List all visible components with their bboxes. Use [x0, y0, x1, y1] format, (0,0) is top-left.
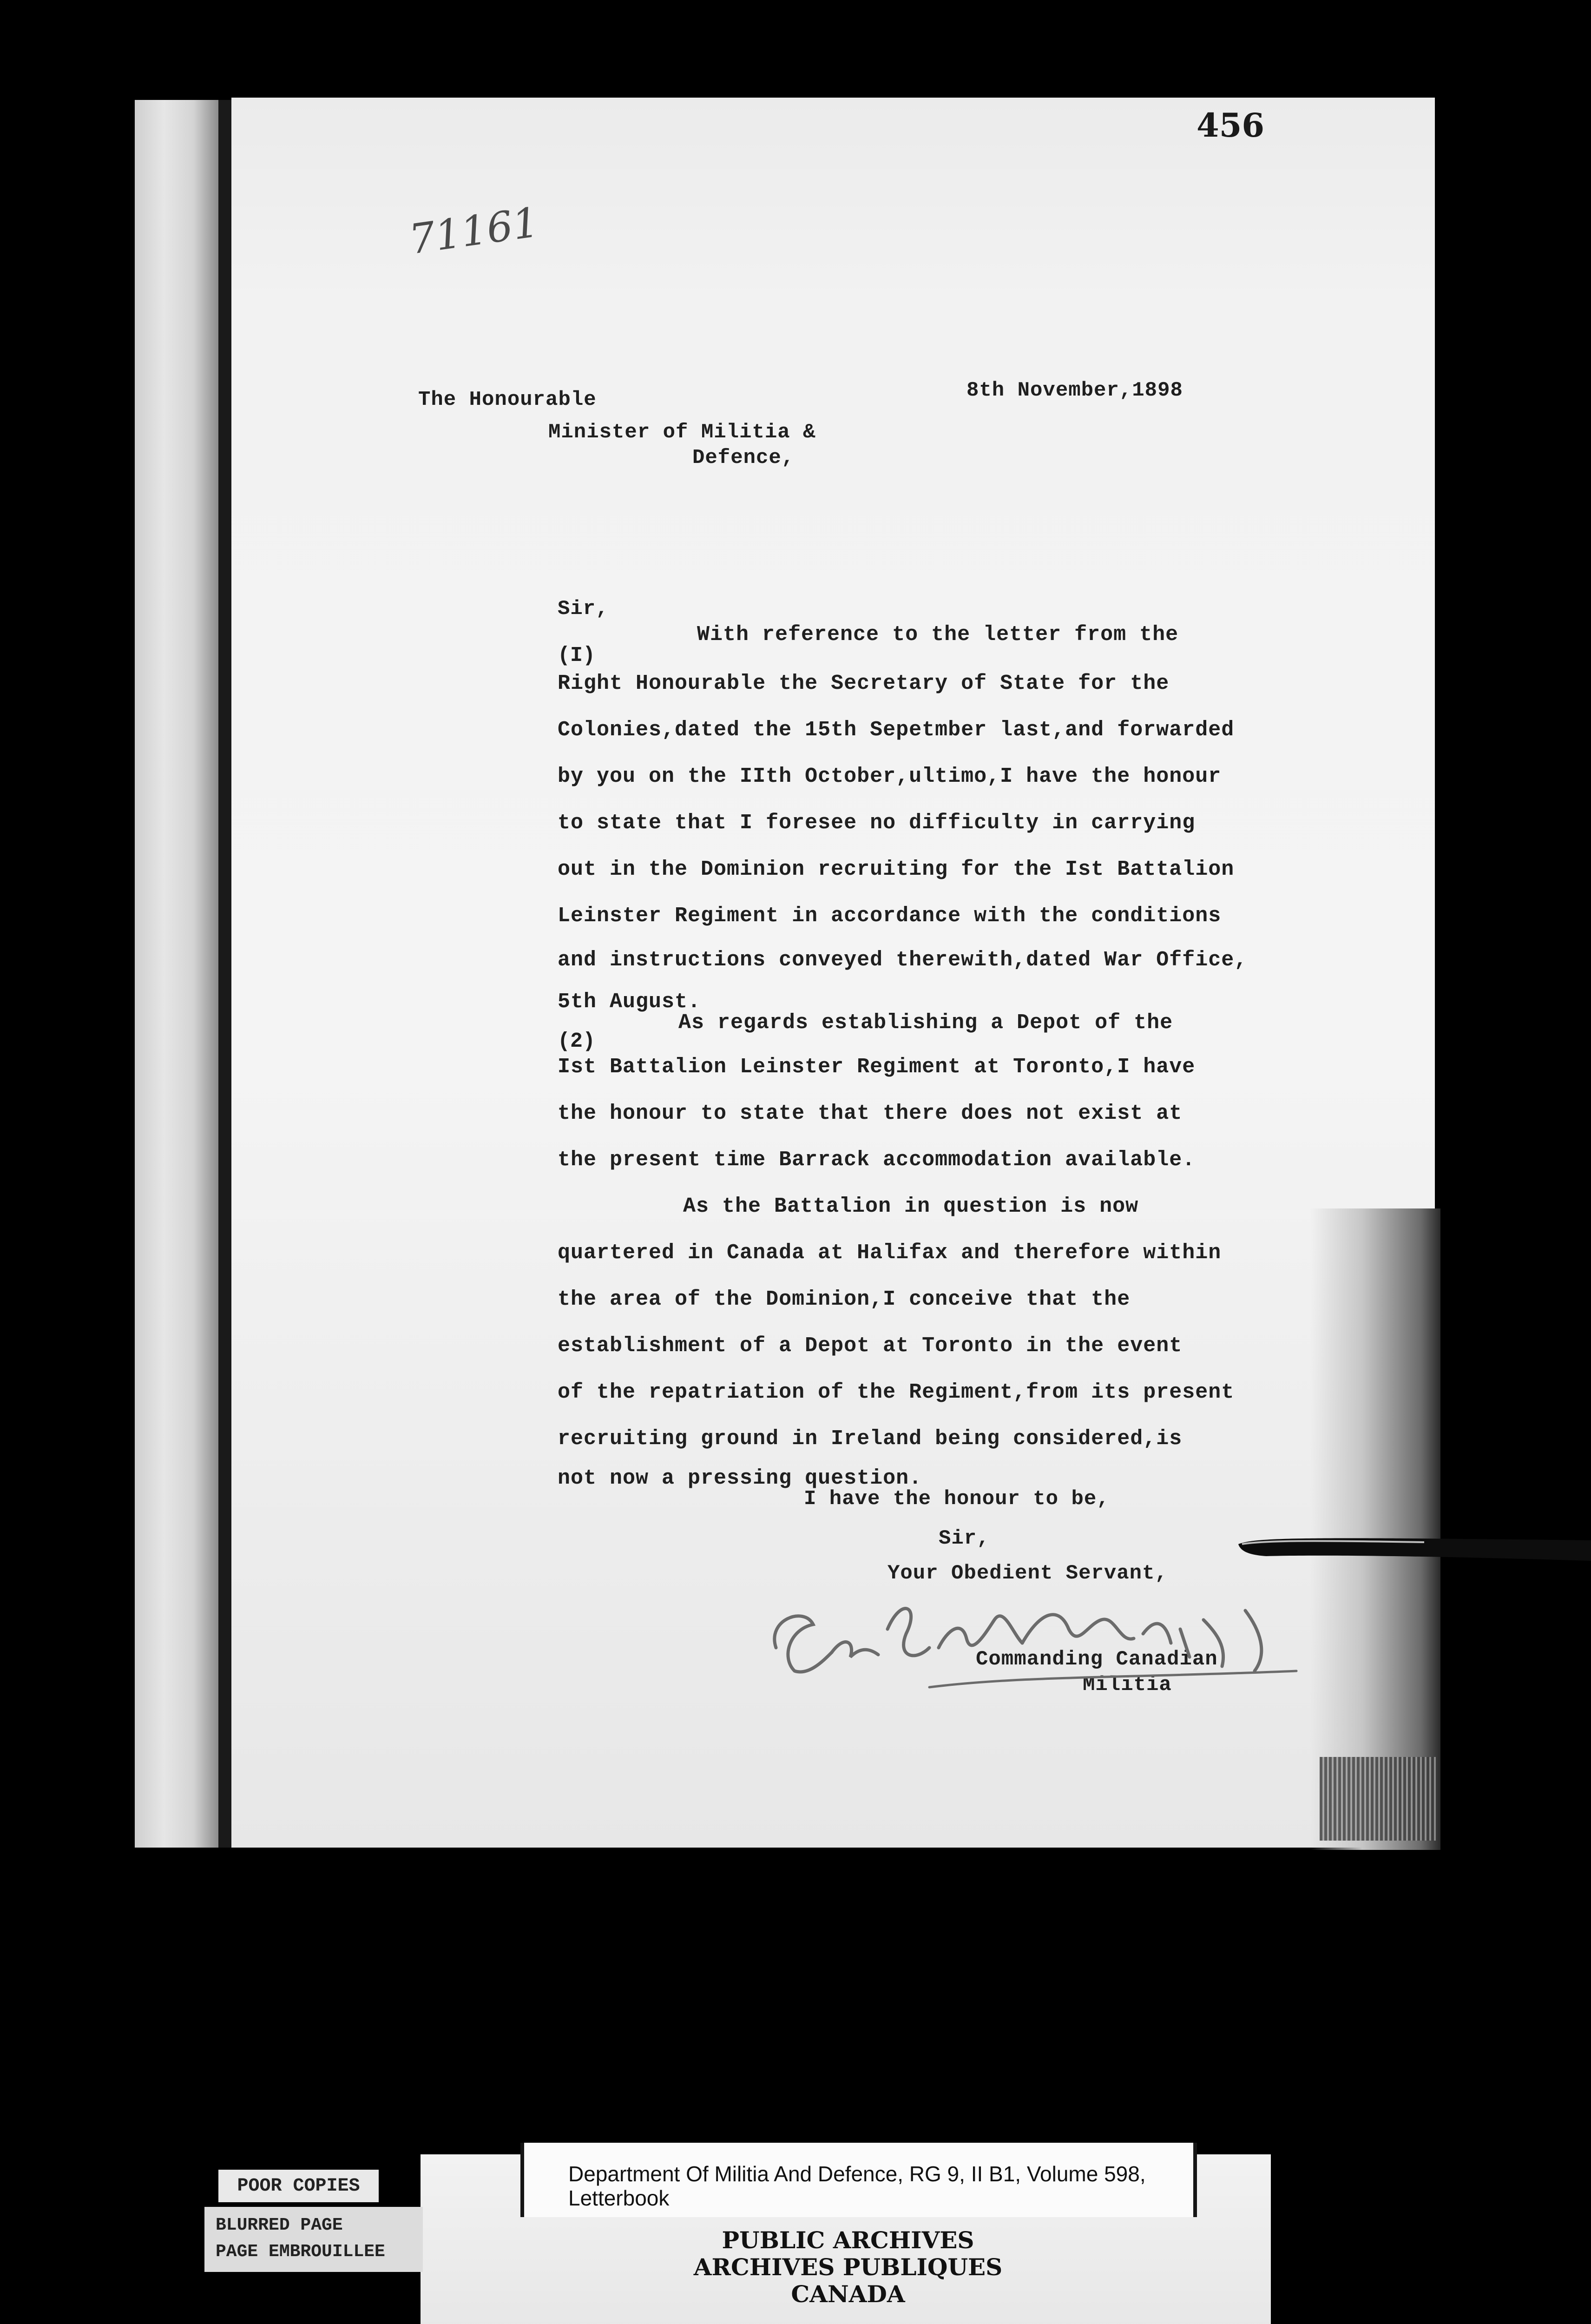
letter-line: As the Battalion in question is now	[683, 1195, 1139, 1218]
pen-pointer	[1238, 1534, 1591, 1562]
letter-line: the present time Barrack accommodation available.	[558, 1148, 1196, 1172]
signer-title-line-2: Militia	[1083, 1673, 1172, 1697]
addressee-line-1: The Honourable	[418, 388, 597, 411]
letter-line: the honour to state that there does not exist at	[558, 1102, 1183, 1125]
letter-line: Right Honourable the Secretary of State for the	[558, 672, 1170, 695]
letter-line: As regards establishing a Depot of the	[678, 1011, 1173, 1035]
signer-title-line-1: Commanding Canadian	[976, 1648, 1218, 1671]
letter-line: 5th August.	[558, 990, 701, 1014]
letter-line: Leinster Regiment in accordance with the conditions	[558, 904, 1222, 928]
blurred-page-text: BLURRED PAGE	[216, 2215, 343, 2235]
salutation: Sir,	[558, 597, 609, 621]
letter-line: quartered in Canada at Halifax and therefore within	[558, 1241, 1222, 1265]
paragraph-marker-2: (2)	[558, 1030, 596, 1053]
handwritten-signature	[762, 1578, 1315, 1699]
letter-line: out in the Dominion recruiting for the Ist Battalion	[558, 858, 1235, 881]
page-embrouillee-text: PAGE EMBROUILLEE	[216, 2242, 385, 2262]
letter-line: recruiting ground in Ireland being considered,is	[558, 1427, 1183, 1451]
poor-copies-label: POOR COPIES	[218, 2170, 379, 2202]
closing-line-3: Your Obedient Servant,	[888, 1562, 1168, 1585]
letter-line: Colonies,dated the 15th Sepetmber last,and forwarded	[558, 718, 1235, 742]
letter-line: not now a pressing question.	[558, 1466, 922, 1490]
archive-country: CANADA	[791, 2280, 905, 2308]
letter-date: 8th November,1898	[966, 379, 1183, 402]
letter-line: of the repatriation of the Regiment,from its present	[558, 1380, 1235, 1404]
letter-line: the area of the Dominion,I conceive that the	[558, 1287, 1131, 1311]
closing-line-2: Sir,	[939, 1527, 990, 1550]
archive-stamp	[434, 2203, 1262, 2324]
letter-line: Ist Battalion Leinster Regiment at Toronto,I have	[558, 1055, 1196, 1079]
page-curl-shadow	[1310, 1208, 1440, 1850]
book-binding-strip	[135, 100, 218, 1848]
folio-number: 456	[1197, 106, 1265, 145]
addressee-line-3: Defence,	[692, 446, 795, 469]
file-reference-number: 71161	[406, 198, 542, 264]
paragraph-marker-1: (I)	[558, 644, 596, 667]
closing-line-1: I have the honour to be,	[804, 1487, 1110, 1511]
stacked-page-edges	[1320, 1757, 1436, 1841]
letter-line: With reference to the letter from the	[697, 623, 1179, 647]
blurred-page-label	[204, 2207, 423, 2272]
binding-gap	[218, 100, 231, 1848]
archive-name-english: PUBLIC ARCHIVES	[722, 2226, 974, 2254]
letter-line: and instructions conveyed therewith,dated War Office,	[558, 948, 1248, 972]
letter-line: to state that I foresee no difficulty in carrying	[558, 811, 1196, 835]
letter-line: establishment of a Depot at Toronto in the event	[558, 1334, 1183, 1358]
addressee-line-2: Minister of Militia &	[548, 421, 816, 444]
source-line-2: Letterbook	[568, 2186, 670, 2210]
archive-name-french: ARCHIVES PUBLIQUES	[693, 2253, 1003, 2281]
letter-line: by you on the IIth October,ultimo,I have the honour	[558, 765, 1222, 788]
source-line-1: Department Of Militia And Defence, RG 9, II B1, Volume 598,	[568, 2162, 1146, 2186]
